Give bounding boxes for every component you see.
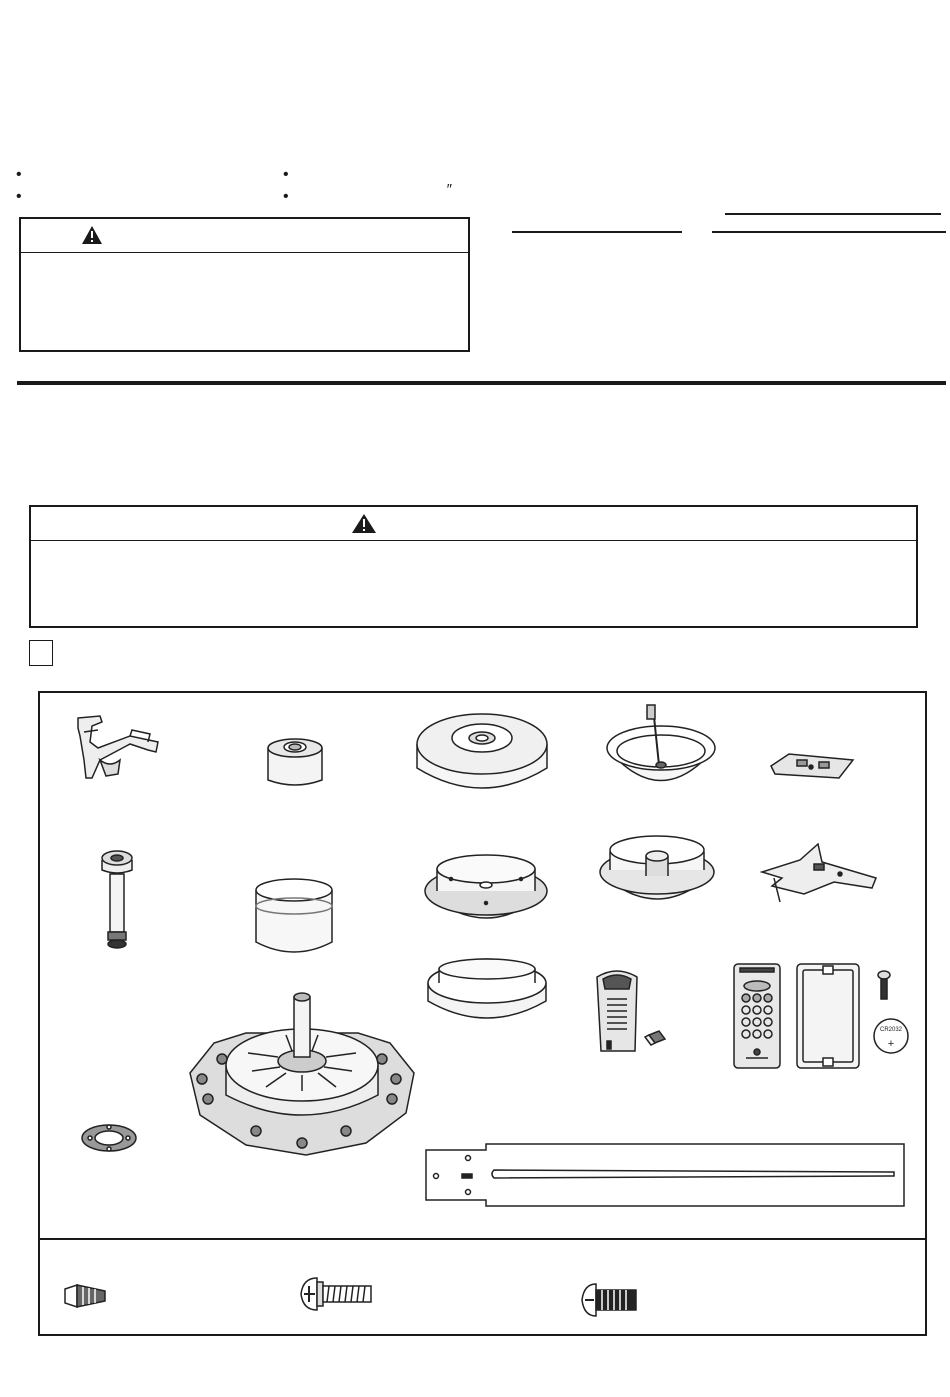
canopy-icon (414, 708, 550, 800)
battery-brand: CR2032 (879, 1027, 903, 1033)
remote-control-icon (732, 962, 782, 1070)
light-kit-plate-icon (421, 855, 551, 927)
warning-triangle-icon (351, 513, 377, 534)
trim-ring-icon (425, 957, 549, 1025)
bullet-right-1: • (283, 166, 289, 183)
link-underline-3[interactable] (712, 231, 946, 233)
wire-connector-icon (63, 1281, 109, 1311)
battery-icon (872, 1017, 910, 1055)
downrod-icon (96, 846, 138, 952)
bullet-left-1: • (16, 166, 22, 183)
blade-screw-icon (299, 1276, 375, 1312)
receiver-icon (593, 965, 677, 1059)
link-underline-1[interactable] (725, 213, 941, 215)
blade-arm-icon (760, 842, 882, 904)
battery-plus: + (887, 1038, 895, 1050)
warning-box-top (19, 217, 470, 352)
motor-assembly-icon (186, 983, 418, 1165)
coupling-cover-icon (264, 734, 326, 789)
rubber-flange-icon (80, 1122, 138, 1154)
hanger-bracket-icon (70, 712, 165, 782)
inch-mark: ″ (446, 181, 452, 198)
warning-header-wide (31, 507, 916, 541)
screw-icon (876, 970, 892, 1002)
warning-triangle-icon (81, 225, 103, 245)
link-underline-2[interactable] (512, 231, 682, 233)
bullet-left-2: • (16, 188, 22, 205)
wall-plate-icon (795, 962, 861, 1070)
bullet-right-2: • (283, 188, 289, 205)
blade-bracket-icon (769, 752, 855, 780)
switch-housing-icon (603, 703, 719, 798)
decorative-collar-icon (596, 826, 718, 908)
motor-screw-icon (580, 1282, 638, 1318)
canopy-trim-ring-icon (253, 876, 335, 954)
fan-blade-icon (424, 1142, 906, 1208)
checkbox[interactable] (29, 640, 53, 666)
hardware-divider (40, 1238, 925, 1240)
warning-box-wide (29, 505, 918, 628)
section-divider (17, 381, 946, 385)
